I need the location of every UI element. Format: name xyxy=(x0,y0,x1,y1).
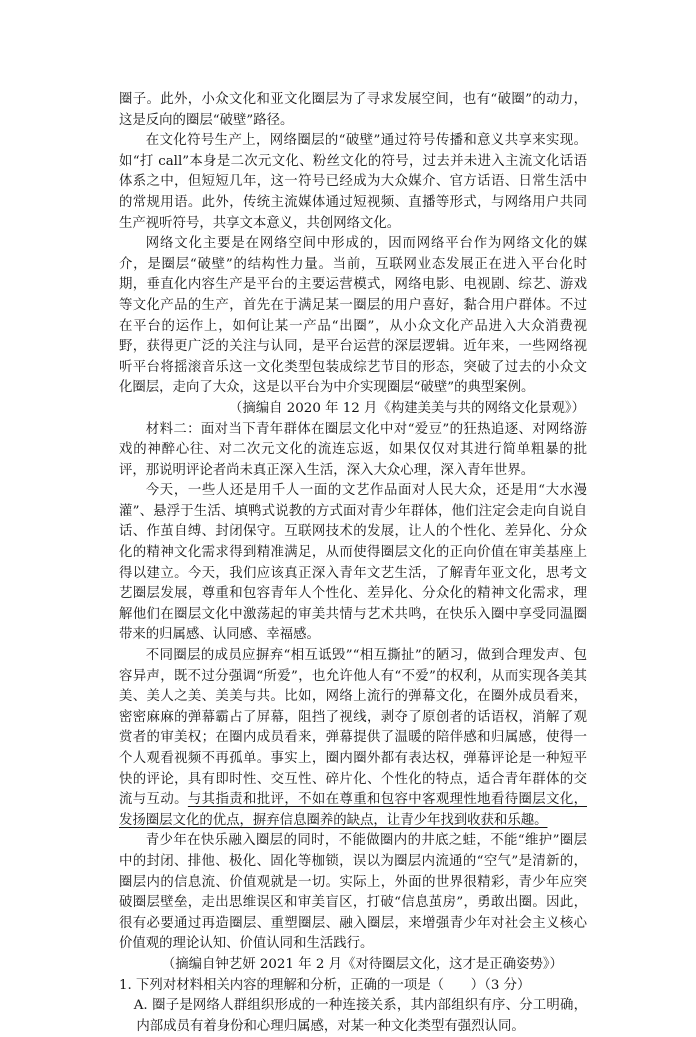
document-body xyxy=(119,90,587,1037)
paragraph-symbol-production: 在文化符号生产上，网络圈层的“破壁”通过符号传播和意义共享来实现。如“打 call”本身是二次元文化、粉丝文化的符号，过去并未进入主流文化话语体系之中，但短短几年，这一符号已经成为大众媒介、官方话语、日常生活中的常规用语。此外，传统主流媒体通过短视频、直播等形式，与网络用户共同生产视听符号，共享文本意义，共创网络文化。 xyxy=(119,133,587,231)
material2-source: （摘编自钟艺妍 2021 年 2 月《对待圈层文化，这才是正确姿势》） xyxy=(161,956,563,972)
question-1-option-a: A. 圈子是网络人群组织形成的一种连接关系，其内部组织有序、分工明确，内部成员有着身份和心理归属感，对某一种文化类型有强烈认同。 xyxy=(133,998,587,1034)
underlined-sentence: 与其指责和批评，不如在尊重和包容中客观理性地看待圈层文化，发扬圈层文化的优点，摒弃信息圈养的缺点，让青少年找到收获和乐趣。 xyxy=(119,792,588,828)
material2-paragraph-2: 今天，一些人还是用千人一面的文艺作品面对人民大众，还是用“大水漫灌”、悬浮于生活、填鸭式说教的方式面对青少年群体，他们注定会走向自说自话、作茧自缚、封闭保守。互联网技术的发展，让人的个性化、差异化、分众化的精神文化需求得到精准满足，从而使得圈层文化的正向价值在审美基座上得以建立。今天，我们应该真正深入青年文艺生活，了解青年亚文化，思考文艺圈层发展，尊重和包容青年人个性化、差异化、分众化的精神文化需求，理解他们在圈层文化中激荡起的审美共情与艺术共鸣，在快乐入圈中享受同温圈带来的归属感、认同感、幸福感。 xyxy=(119,483,587,643)
material2-paragraph-4: 青少年在快乐融入圈层的同时，不能做圈内的井底之蛙，不能“维护”圈层中的封闭、排他、极化、固化等枷锁，误以为圈层内流通的“空气”是清新的，圈层内的信息流、价值观就是一切。实际上，外面的世界很精彩，青少年应突破圈层壁垒，走出思维误区和审美盲区，打破“信息茧房”，勇敢出圈。因此，很有必要通过再造圈层、重塑圈层、融入圈层，来增强青少年对社会主义核心价值观的理论认知、价值认同和生活践行。 xyxy=(119,833,587,952)
paragraph-platform: 网络文化主要是在网络空间中形成的，因而网络平台作为网络文化的媒介，是圈层“破壁”的结构性力量。当前，互联网业态发展正在进入平台化时期，垂直化内容生产是平台的主要运营模式，网络电影、电视剧、综艺、游戏等文化产品的生产，首先在于满足某一圈层的用户喜好，黏合用户群体。不过在平台的运作上，如何让某一产品“出圈”，从小众文化产品进入大众消费视野，获得更广泛的关注与认同，是平台运营的深层逻辑。近年来，一些网络视听平台将摇滚音乐这一文化类型包装成综艺节目的形态，突破了过去的小众文化圈层，走向了大众，这是以平台为中介实现圈层“破壁”的典型案例。 xyxy=(119,236,587,396)
material2-paragraph-3 xyxy=(119,646,587,831)
paragraph-continuation: 圈子。此外，小众文化和亚文化圈层为了寻求发展空间，也有“破圈”的动力，这是反向的圈层“破壁”路径。 xyxy=(119,92,587,128)
question-1-stem: 1. 下列对材料相关内容的理解和分析，正确的一项是（ ）（3 分） xyxy=(119,977,531,993)
material2-paragraph-1: 材料二：面对当下青年群体在圈层文化中对“爱豆”的狂热追逐、对网络游戏的神醉心往、对二次元文化的流连忘返，如果仅仅对其进行简单粗暴的批评，那说明评论者尚未真正深入生活，深入大众心理，深入青年世界。 xyxy=(119,421,587,478)
material1-source: （摘编自 2020 年 12 月《构建美美与共的网络文化景观》） xyxy=(228,400,585,416)
paragraph-3-text: 不同圈层的成员应摒弃“相互诋毁”“相互撕扯”的陋习，做到合理发声、包容异声，既不过分强调“所爱”，也允许他人有“不爱”的权利，从而实现各美其美、美人之美、美美与共。比如，网络上流行的弹幕文化，在圈外成员看来，密密麻麻的弹幕霸占了屏幕，阻挡了视线，剥夺了原创者的话语权，消解了观赏者的审美权；在圈内成员看来，弹幕提供了温暖的陪伴感和归属感，使得一个人观看视频不再孤单。事实上，圈内圈外都有表达权，弹幕评论是一种短平快的评论，具有即时性、交互性、碎片化、个性化的特点，适合青年群体的交流与互动。 xyxy=(119,648,587,808)
